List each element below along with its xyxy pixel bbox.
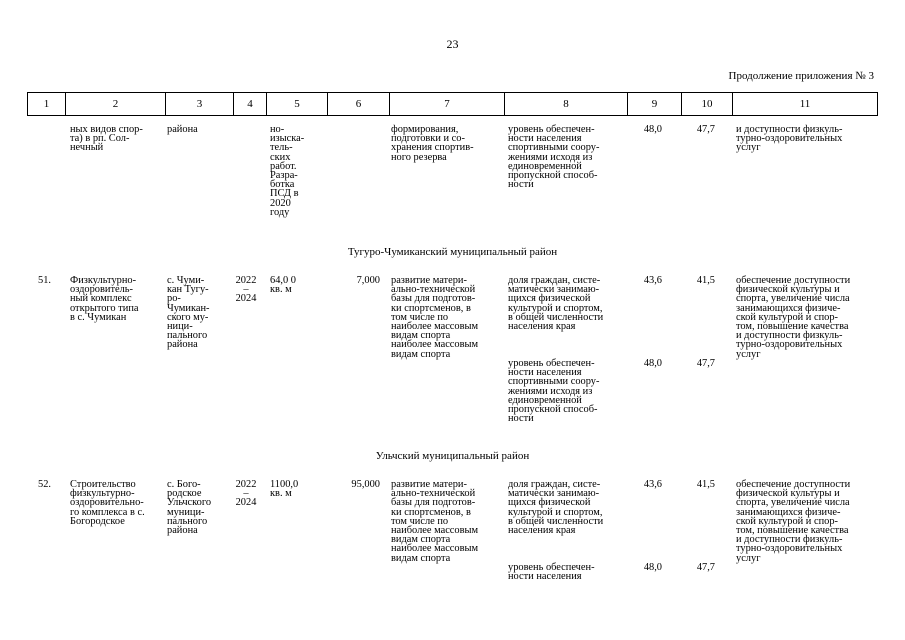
row51-share-2021: 43,6 — [643, 275, 662, 286]
cont-capacity-cell: но- изыска- тель- ских работ. Разра- ботка ПСД в 2020 году — [270, 124, 305, 218]
cont-value-2020: 47,7 — [696, 124, 715, 135]
row52-goal: развитие матери- ально-технической базы для подготов- ки спортсменов, в том числе по наиболее массовым видам спорта наиболее массовым видам спорта — [391, 479, 479, 564]
header-col-8: 8 — [504, 93, 627, 115]
row51-share-2020: 41,5 — [696, 275, 715, 286]
row51-capacity-2020: 47,7 — [696, 358, 715, 369]
header-col-11: 11 — [732, 93, 877, 115]
row51-indicator-share: доля граждан, систе- матически занимаю- щихся физической культурой и спортом, в общей численности населения края — [508, 275, 604, 333]
row52-indicator-capacity: уровень обеспечен- ности населения — [508, 562, 595, 583]
row52-location: с. Бого- родское Ульчского муници- пального района — [167, 479, 212, 537]
cont-name-cell: ных видов спор- та) в рп. Сол- нечный — [70, 124, 143, 154]
row51-goal: развитие матери- ально-технической базы для подготов- ки спортсменов, в том числе по наиболее массовым видам спорта наиболее массовым видам спорта — [391, 275, 479, 360]
row52-cost: 95,000 — [351, 479, 380, 490]
row51-years: 2022 – 2024 — [235, 275, 257, 305]
row52-years: 2022 – 2024 — [235, 479, 257, 509]
row51-location: с. Чуми- кан Тугу- ро- Чумикан- ского му- ници- пального района — [167, 275, 210, 351]
cont-effect-cell: и доступности физкуль- турно-оздоровительных услуг — [736, 124, 843, 154]
header-col-3: 3 — [165, 93, 233, 115]
row52-name: Строительство физкультурно- оздоровительно- го комплекса в с. Богородское — [70, 479, 145, 527]
row51-capacity-2021: 48,0 — [643, 358, 662, 369]
row52-number: 52. — [38, 479, 51, 490]
section-tuguro-chumikansky: Тугуро-Чумиканский муниципальный район — [347, 246, 558, 258]
row51-number: 51. — [38, 275, 51, 286]
header-col-4: 4 — [233, 93, 266, 115]
row52-indicator-share: доля граждан, систе- матически занимаю- щихся физической культурой и спортом, в общей численности населения края — [508, 479, 604, 537]
row52-capacity-2020: 47,7 — [696, 562, 715, 573]
appendix-note: Продолжение приложения № 3 — [728, 70, 874, 82]
header-col-9: 9 — [627, 93, 681, 115]
header-col-6: 6 — [327, 93, 389, 115]
header-col-10: 10 — [681, 93, 732, 115]
row52-capacity: 1100,0 кв. м — [270, 479, 299, 500]
row52-share-2020: 41,5 — [696, 479, 715, 490]
header-col-7: 7 — [389, 93, 504, 115]
page-number: 23 — [446, 37, 459, 51]
header-col-2: 2 — [65, 93, 165, 115]
table-header — [27, 92, 878, 116]
cont-goal-cell: формирования, подготовки и со- хранения спортив- ного резерва — [391, 124, 474, 163]
row51-capacity: 64,0 0 кв. м — [270, 275, 296, 296]
row52-share-2021: 43,6 — [643, 479, 662, 490]
cont-location-cell: района — [167, 124, 198, 135]
row51-indicator-capacity: уровень обеспечен- ности населения спортивными соору- жениями исходя из единовременной пропускной способ- ности — [508, 358, 600, 425]
section-ulchsky: Ульчский муниципальный район — [375, 450, 530, 462]
row51-name: Физкультурно- оздоровитель- ный комплекс открытого типа в с. Чумикан — [70, 275, 139, 323]
cont-value-2021: 48,0 — [643, 124, 662, 135]
row52-capacity-2021: 48,0 — [643, 562, 662, 573]
row51-cost: 7,000 — [356, 275, 380, 286]
row51-effect: обеспечение доступности физической культуры и спорта, увеличение числа занимающихся физиче- ской культурой и спор- том, повышение качества и доступности физкуль- турно-оздоровительных услуг — [736, 275, 851, 360]
row52-effect: обеспечение доступности физической культуры и спорта, увеличение числа занимающихся физиче- ской культурой и спор- том, повышение качества и доступности физкуль- турно-оздоровительных услуг — [736, 479, 851, 564]
header-col-1: 1 — [43, 98, 50, 110]
header-col-5: 5 — [266, 93, 327, 115]
cont-indicator-cell: уровень обеспечен- ности населения спортивными соору- жениями исходя из единовременной пропускной способ- ности — [508, 124, 600, 191]
